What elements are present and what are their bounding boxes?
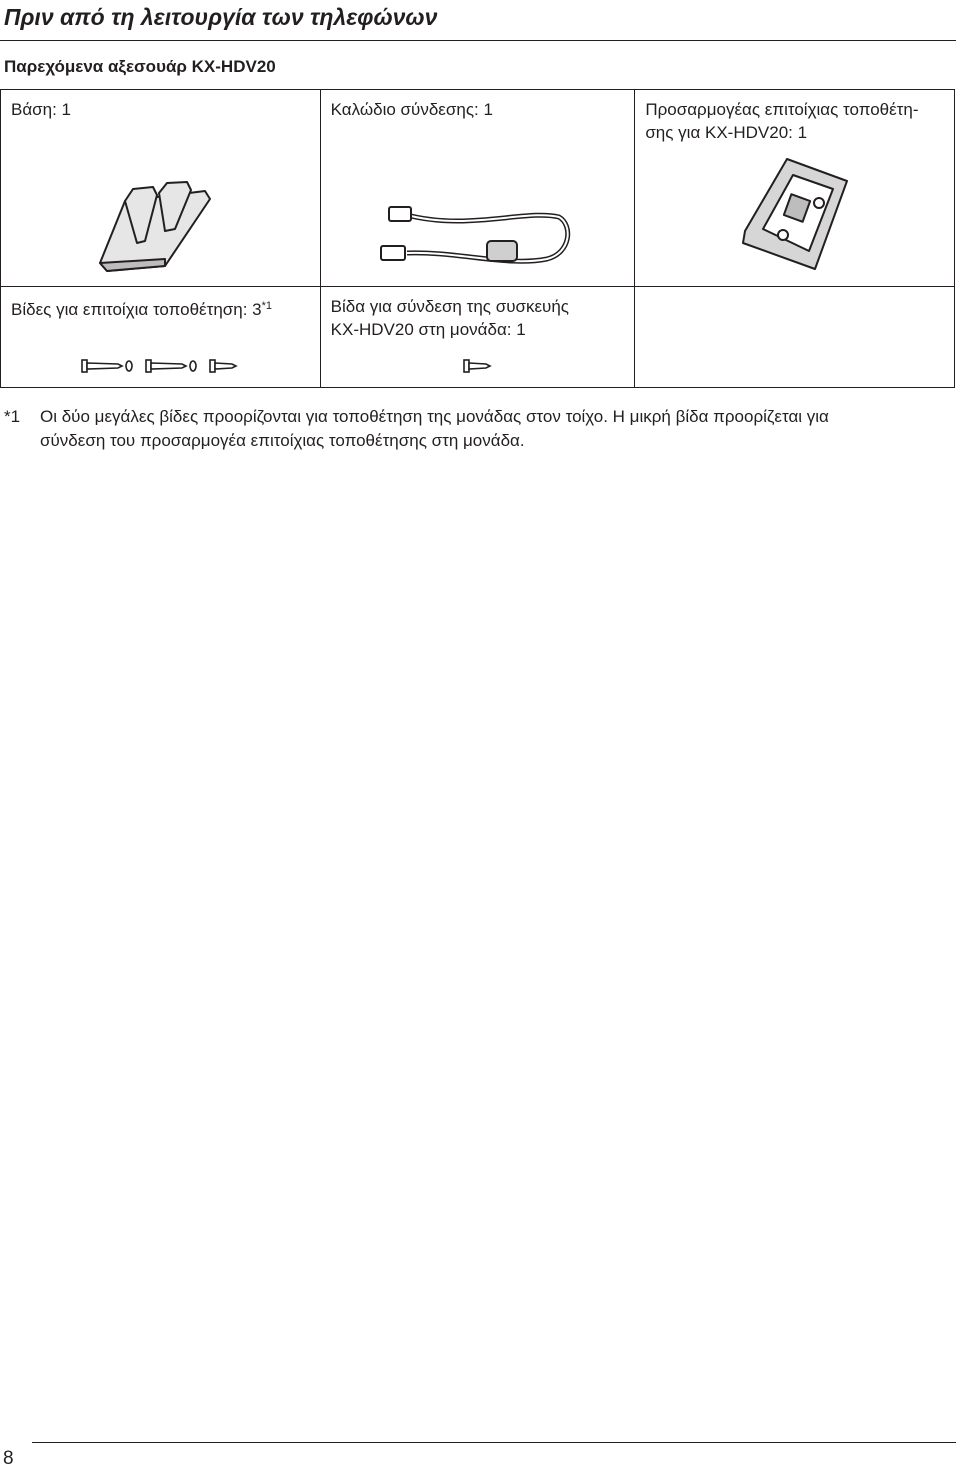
page-number: 8: [3, 1448, 14, 1469]
wall-screws-note: *1: [261, 300, 273, 312]
adapter-image: [635, 151, 954, 278]
page-footer-divider: [32, 1442, 956, 1443]
accessories-table: [0, 89, 955, 388]
wall-screws-label: [1, 287, 320, 321]
stand-image: [1, 181, 320, 278]
adapter-cell: [635, 90, 955, 287]
unit-screw-cell: [320, 287, 635, 388]
cable-label: Καλώδιο σύνδεσης: 1: [330, 100, 493, 119]
stand-cell: [1, 90, 321, 287]
page-title: Πριν από τη λειτουργία των τηλεφώνων: [4, 4, 438, 30]
wall-screws-cell: [1, 287, 321, 388]
wall-screws-image: [1, 356, 320, 381]
stand-label: Βάση: 1: [11, 100, 72, 119]
unit-screw-image: [321, 356, 635, 381]
cable-cell: [320, 90, 635, 287]
cable-image: [321, 201, 635, 278]
unit-screw-label: [321, 287, 635, 341]
adapter-label-line1: Προσαρμογέας επιτοίχιας τοποθέτη-: [645, 100, 919, 119]
adapter-label: [635, 90, 954, 144]
footnote-text: [40, 405, 954, 453]
title-divider: [0, 40, 956, 41]
unit-screw-label-line2: KX-HDV20 στη μονάδα: 1: [330, 320, 526, 339]
wall-screws-text: Βίδες για επιτοίχια τοποθέτηση: 3: [11, 300, 262, 319]
footnote-line2: σύνδεση του προσαρμογέα επιτοίχιας τοποθέτησης στη μονάδα.: [40, 431, 525, 450]
adapter-label-line2: σης για KX-HDV20: 1: [645, 123, 808, 142]
empty-cell: [635, 287, 955, 388]
unit-screw-label-line1: Βίδα για σύνδεση της συσκευής: [330, 297, 570, 316]
footnote-marker: *1: [4, 407, 21, 426]
footnote-line1: Οι δύο μεγάλες βίδες προορίζονται για τοποθέτηση της μονάδας στον τοίχο. Η μικρή βίδα προορίζεται για: [40, 407, 829, 426]
footnote: [4, 405, 954, 453]
section-subtitle: Παρεχόμενα αξεσουάρ KX-HDV20: [4, 57, 276, 76]
